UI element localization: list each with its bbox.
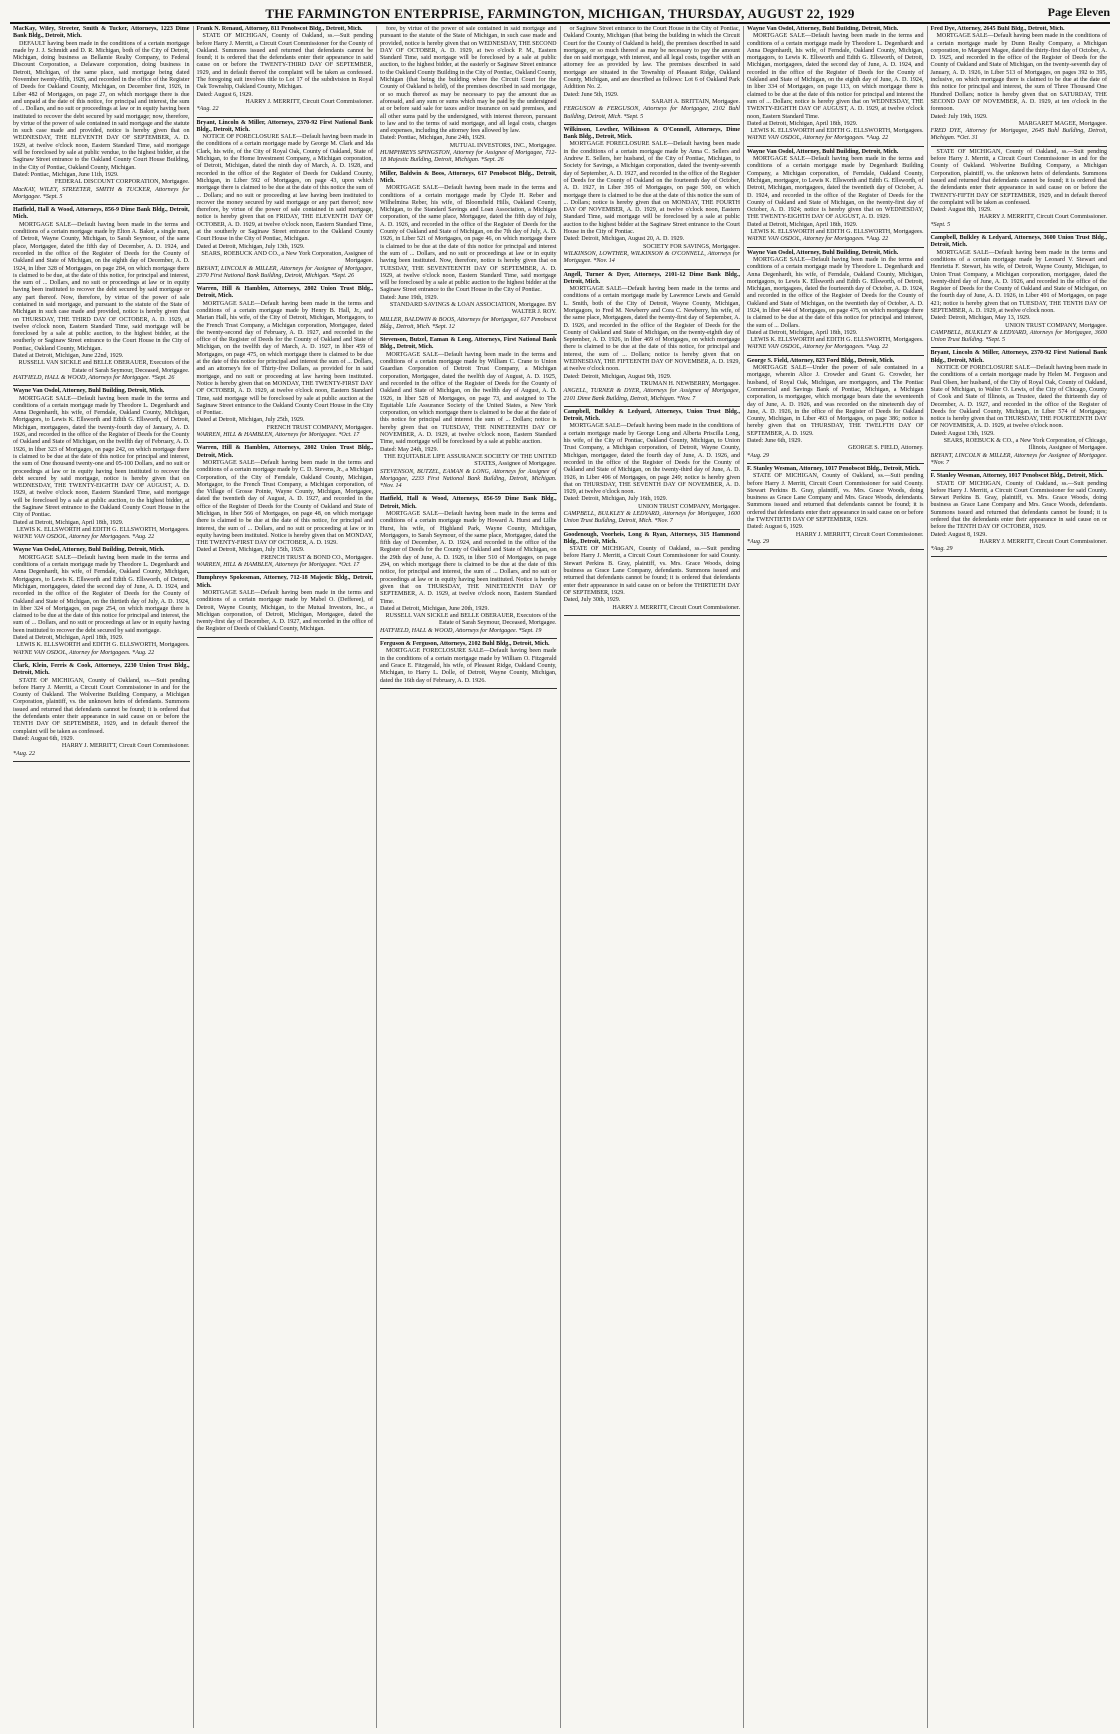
notice-header: Humphreys Spokesman, Attorney, 712-18 Majestic Bldg., Detroit, Mich.	[196, 575, 373, 589]
page-number: Page Eleven	[1047, 5, 1110, 19]
notice-date: Dated: June 19th, 1929.	[380, 294, 439, 301]
notice-header: Ferguson & Ferguson, Attorneys, 2102 Buhl Bldg., Detroit, Mich.	[380, 641, 550, 648]
legal-notice	[197, 286, 374, 439]
notice-header: George S. Field, Attorney, 823 Ford Bldg., Detroit, Mich.	[747, 357, 895, 364]
legal-notice	[931, 350, 1108, 467]
notice-divider	[564, 406, 741, 407]
notice-attorney-tag: WARREN, HILL & HAMBLEN, Attorneys for Mortgagee. *Oct. 17	[196, 432, 360, 439]
notice-divider	[747, 247, 924, 248]
legal-notice	[380, 26, 557, 165]
notice-attorney-tag: BRYANT, LINCOLN & MILLER, Attorneys for Assignee of Mortgagee. *Nov. 7	[930, 452, 1107, 466]
notice-date: Dated: Pontiac, Michigan, June 11th, 1929.	[13, 171, 119, 178]
legal-notice	[13, 26, 190, 201]
legal-notice	[197, 445, 374, 569]
notice-date: Dated at Detroit, Michigan, July 15th, 1929.	[196, 547, 305, 554]
legal-notice	[197, 26, 374, 114]
legal-notice	[747, 250, 924, 352]
notice-date: Dated at Detroit, Michigan, April 18th, 1929.	[747, 329, 858, 336]
notice-header: Wilkinson, Lowther, Wilkinson & O'Connell, Attorneys, Dime Bank Bldg., Detroit, Mich.	[563, 126, 740, 141]
notice-attorney-tag: HATFIELD, HALL & WOOD, Attorneys for Mortgagee. *Sept. 19	[380, 627, 542, 634]
notice-header: F. Stanley Wesman, Attorney, 1017 Penobscot Bldg., Detroit, Mich.	[930, 473, 1104, 480]
column-4	[561, 26, 745, 1728]
notice-header: Warren, Hill & Hamblen, Attorneys, 2802 Union Trust Bldg., Detroit, Mich.	[196, 445, 373, 459]
legal-notice	[931, 473, 1108, 553]
notice-divider	[564, 269, 741, 270]
notice-date: Dated: May 24th, 1929.	[380, 446, 439, 453]
notice-header: Bryant, Lincoln & Miller, Attorneys, 2370-92 First National Bank Bldg., Detroit, Mich.	[196, 119, 373, 133]
notice-signature: LEWIS K. ELLSWORTH and EDITH G. ELLSWORTH, Mortgagees.	[16, 526, 190, 533]
column-1	[10, 26, 194, 1728]
legal-notice	[380, 496, 557, 635]
notice-body: MORTGAGE SALE—Default having been made in the terms and conditions of a certain mortgage made by Theodore L. Degenhardt and Anna Degenhardt, his wife, of Ferndale, Oakland County, Michigan, Mortgagors, to Lewis K. Ellsworth and Edith G. Ellsworth, of Detroit, Michigan, mortgagees, dated the twenty-fourth day of January, A. D. 1926, and recorded in the office of the Register of Deeds for the County of Oakland and State of Michigan, on the twelfth day of February, A. D. 1926, in liber 323 of Mortgages, on page 242, on which mortgage there is claimed to be due at the date of this notice for principal and interest, the sum of One thousand twenty-one and 05-100 Dollars, and no suit or proceedings at law or in equity having been instituted to recover the debt secured by said mortgage, notice is hereby given that on WEDNESDAY, THE TWENTY-EIGHTH DAY OF AUGUST, A. D. 1929, at twelve o'clock noon, Eastern Standard Time, said mortgage will be foreclosed by a sale at public auction, to the highest bidder, at the Saginaw Street entrance to the Oakland County Court House in the City of Pontiac.	[13, 395, 190, 519]
notice-attorney-tag: WAYNE VAN OSDOL, Attorney for Mortgagees. *Aug. 22	[13, 649, 155, 656]
notice-body: MORTGAGE SALE—Default having been made in the terms and conditions of a certain mortgage made by Degenhardt Building Company, a Michigan corporation, of Ferndale, Oakland County, Michigan, mortgagor, to Lewis K. Ellsworth and Edith G. Ellsworth, of Detroit, Michigan, mortgagees, dated the twentieth day of October, A. D. 1924, and recorded in the office of the Register of Deeds for the County of Oakland and State of Michigan, on the twenty-first day of October, A. D. 1924; notice is hereby given that on WEDNESDAY, THE TWENTY-EIGHTH DAY OF AUGUST, A. D. 1929.	[747, 156, 924, 221]
notice-signature: HARRY J. MERRITT, Circuit Court Commissioner.	[795, 531, 924, 538]
notice-signature: SARAH A. BRITTAIN, Mortgagee.	[651, 98, 740, 105]
legal-notice	[931, 149, 1108, 229]
notice-divider	[931, 146, 1108, 147]
notice-header: F. Stanley Wesman, Attorney, 1017 Penobscot Bldg., Detroit, Mich.	[747, 465, 921, 472]
notice-header: Wayne Van Osdol, Attorney, Buhl Building, Detroit, Mich.	[747, 148, 899, 155]
notice-divider	[747, 355, 924, 356]
notice-divider	[197, 572, 374, 573]
notice-signature: SOCIETY FOR SAVINGS, Mortgagee.	[643, 243, 740, 250]
notice-header: Wayne Van Osdol, Attorney, Buhl Building, Detroit, Mich.	[13, 547, 165, 554]
notice-attorney-tag: WAYNE VAN OSDOL, Attorney for Mortgagees. *Aug. 22	[13, 534, 155, 541]
notice-body: MORTGAGE SALE—Default having been made in the terms and conditions of a certain mortgage made by Clyde H. Reber and Wilhelmina Reber, his wife, of Bloomfield Hills, Oakland County, Michigan, to the Standard Savings and Loan Association, a Michigan corporation, of the same place, Mortgagee, dated the fifth day of July, A. D. 1926, and recorded in the office of the Register of Deeds for the County of Oakland and State of Michigan, on the 7th day of July, A. D. 1926, in Liber 521 of Mortgages, on page 46, on which mortgage there is claimed to be due at the date of this notice for principal and interest the sum of ... Dollars, and no suit or proceedings at law or in equity having been instituted. Now, therefore, notice is hereby given that on TUESDAY, THE SEVENTEENTH DAY OF SEPTEMBER, A. D. 1929, at twelve o'clock noon, Eastern Standard Time, said mortgage will be foreclosed by a sale at public auction to the highest bidder at the Saginaw Street entrance to the Court House in the City of Pontiac.	[380, 185, 557, 294]
notice-divider	[931, 470, 1108, 471]
notice-date: Dated: Detroit, Michigan, August 9th, 1929.	[563, 373, 672, 380]
notice-divider	[13, 385, 190, 386]
notice-signature: HARRY J. MERRITT, Circuit Court Commissioner.	[979, 538, 1107, 545]
legal-notice	[747, 358, 924, 460]
notice-signature: MARGARET MAGEE, Mortgagee.	[1018, 120, 1107, 127]
notice-signature: SEARS, ROEBUCK & CO., a New York Corporation, of Chicago, Illinois, Assignee of Mortgagee.	[943, 438, 1107, 452]
notice-date: Dated at Detroit, Michigan, July 13th, 1929.	[196, 243, 305, 250]
notice-header: Wayne Van Osdol, Attorney, Buhl Building, Detroit, Mich.	[13, 388, 165, 395]
column-5	[744, 26, 928, 1728]
legal-notice	[197, 120, 374, 281]
notice-date: Dated: August 6, 1929.	[196, 91, 253, 98]
notice-date: Dated: Pontiac, Michigan, June 24th, 1929.	[380, 135, 486, 142]
notice-attorney-tag: *Sept. 5	[930, 221, 951, 228]
notice-attorney-tag: ANGELL, TURNER & DYER, Attorneys for Assignee of Mortgagee, 2101 Dime Bank Building, Detroit, Michigan. *Nov. 7	[563, 388, 740, 402]
notice-attorney-tag: WAYNE VAN OSDOL, Attorney for Mortgagees. *Aug. 22	[747, 236, 889, 243]
notice-header: Goodenough, Voorheis, Long & Ryan, Attorneys, 315 Hammond Bldg., Detroit, Mich.	[563, 531, 740, 545]
notice-header: Hatfield, Hall & Wood, Attorneys, 856-59 Dime Bank Bldg., Detroit, Mich.	[380, 496, 557, 510]
notice-divider	[13, 544, 190, 545]
notice-attorney-tag: BRYANT, LINCOLN & MILLER, Attorneys for Assignee of Mortgagee, 2370 First National Bank Building, Detroit, Michigan. *Sept. 26	[196, 265, 373, 279]
notice-body: fore, by virtue of the power of sale contained in said mortgage and pursuant to the statute of the State of Michigan, in such case made and provided, notice is hereby given that on WEDNESDAY, THE SECOND DAY OF OCTOBER, A. D. 1929, at two o'clock P. M., Eastern Standard Time, said mortgage will be foreclosed by a sale at public auction, to the highest bidder, at the easterly or Saginaw Street entrance to the Oakland County Building in the City of Pontiac, Oakland County, Michigan (that being the building where the Circuit Court for the County of Oakland is held), of the premises described in said mortgage, or so much thereof as may be necessary to pay the amount due as aforesaid, and any sum or sums which may be paid by the undersigned at or before said sale for taxes and/or insurance on said premises, and all other sums paid by the undersigned, with interest thereon, pursuant to law and to the terms of said mortgage, and all legal costs, charges and expenses, including the attorney fees allowed by law.	[380, 26, 557, 135]
notice-divider	[747, 146, 924, 147]
legal-notice	[13, 388, 190, 541]
notice-body: MORTGAGE FORECLOSURE SALE—Default having been made in the conditions of a certain mortgage made by Anna C. Sellers and Andrew E. Sellers, her husband, of the City of Pontiac, Michigan, to Society for Savings, a Michigan corporation, dated the twenty-seventh day of September, A. D. 1927, and recorded in the office of the Register of Deeds for the County of Oakland on the fourteenth day of October, A. D. 1927, in Liber 395 of Mortgages, on page 500, on which mortgage there is claimed to be due at the date of this notice the sum of ... Dollars; notice is hereby given that on MONDAY, THE FOURTH DAY OF NOVEMBER, A. D. 1929, at twelve o'clock noon, Eastern Standard Time, said mortgage will be foreclosed by a sale at public auction to the highest bidder at the Saginaw Street entrance to the Court House in the City of Pontiac.	[563, 141, 740, 236]
notice-header: Angell, Turner & Dyer, Attorneys, 2101-12 Dime Bank Bldg., Detroit, Mich.	[563, 271, 740, 285]
notice-attorney-tag: STEVENSON, BUTZEL, EAMAN & LONG, Attorneys for Assignee of Mortgagee, 2233 First National Bank Building, Detroit, Michigan. *Nov. 14	[380, 468, 557, 490]
notice-attorney-tag: CAMPBELL, BULKLEY & LEDYARD, Attorneys for Mortgagee, 1600 Union Trust Building, Detroit, Mich. *Nov. 7	[563, 511, 740, 525]
notice-body: MORTGAGE SALE—Default having been made in the terms and conditions of a certain mortgage made by Lawrence Lewis and Gerald L. Smith, both of the City of Detroit, Wayne County, Michigan, Mortgagors, to Fred M. Newberry and Cora C. Newberry, his wife, of the same place, Mortgagees, dated the twenty-first day of September, A. D. 1926, and recorded in the office of the Register of Deeds for the County of Oakland and State of Michigan, on the twenty-eighth day of September, A. D. 1926, in liber 469 of Mortgages, on which mortgage there is claimed to be due at the date of this notice, for principal and interest, the sum of ... Dollars; notice is hereby given that on WEDNESDAY, THE FIFTEENTH DAY OF NOVEMBER, A. D. 1929, at twelve o'clock noon.	[563, 286, 740, 373]
notice-date: Dated: Detroit, Michigan, May 13, 1929.	[930, 315, 1031, 322]
legal-notice	[380, 171, 557, 332]
legal-notice	[747, 149, 924, 244]
notice-attorney-tag: FRED DYE, Attorney for Mortgagee, 2645 Buhl Building, Detroit, Michigan. *Oct. 31	[930, 128, 1107, 142]
notice-attorney-tag: WILKINSON, LOWTHER, WILKINSON & O'CONNELL, Attorneys for Mortgagee. *Nov. 14	[563, 250, 740, 265]
masthead-title: THE FARMINGTON ENTERPRISE, FARMINGTON, MICHIGAN, THURSDAY, AUGUST 22, 1929	[265, 6, 855, 21]
notice-header: Clark, Klein, Ferris & Cook, Attorneys, 2230 Union Trust Bldg., Detroit, Mich.	[13, 662, 190, 677]
notice-date: Dated at Detroit, Michigan, June 20th, 1929.	[380, 605, 489, 612]
notice-attorney-tag: *Aug. 29	[747, 538, 770, 545]
notice-header: Miller, Baldwin & Boos, Attorneys, 617 Penobscot Bldg., Detroit, Mich.	[380, 170, 557, 184]
legal-notice	[197, 575, 374, 633]
notice-signature: LEWIS K. ELLSWORTH and EDITH G. ELLSWORTH, Mortgagees.	[750, 128, 924, 135]
notice-divider	[380, 168, 557, 169]
notice-attorney-tag: *Aug. 29	[747, 452, 770, 459]
legal-notice	[564, 272, 741, 403]
notice-date: Dated at Detroit, Michigan, July 25th, 1929.	[196, 417, 305, 424]
column-3	[377, 26, 561, 1728]
notice-body: MORTGAGE SALE—Default having been made in the terms and conditions of a certain mortgage made by Theodore L. Degenhardt and Anna Degenhardt, his wife, of Ferndale, Oakland County, Michigan, mortgagors, to Lewis K. Ellsworth and Edith G. Ellsworth, of Detroit, Michigan, mortgagees, dated the second day of June, A. D. 1924, and recorded in the office of the Register of Deeds for the County of Oakland and State of Michigan, on the eighth day of June, A. D. 1924, in liber 334 of Mortgages, on page 113, on which mortgage there is claimed to be due at the date of this notice for principal and interest the sum of ... Dollars; notice is hereby given that on WEDNESDAY, THE TWENTY-EIGHTH DAY OF AUGUST, A. D. 1929, at twelve o'clock noon, Eastern Standard Time.	[747, 33, 924, 120]
notice-body: MORTGAGE SALE—Default having been made in the terms and conditions of a certain mortgage made by C. D. Stevens, Jr., a Michigan Corporation, of the City of Ferndale, Oakland County, Michigan, Mortgagor, to the French Trust Company, a Michigan corporation, of the Village of Grosse Pointe, Wayne County, Michigan, Mortgagee, dated the twentieth day of August, A. D. 1927, and recorded in the office of the Register of Deeds for the County of Oakland and State of Michigan, in liber 566 of Mortgages, on page 48, on which mortgage there is claimed to be due at the date of this notice, for principal and interest, the sum of ... Dollars, and no suit or proceeding at law or in equity having been instituted. Notice is hereby given that on MONDAY, THE TWENTY-FIRST DAY OF OCTOBER, A. D. 1929.	[196, 459, 373, 547]
notice-signature: THE EQUITABLE LIFE ASSURANCE SOCIETY OF THE UNITED STATES, Assignee of Mortgagee.	[383, 453, 557, 468]
notice-date: Dated at Detroit, Michigan, April 18th, 1929.	[13, 519, 124, 526]
notice-body: STATE OF MICHIGAN, County of Oakland, ss.—Suit pending before Harry J. Merritt, a Circuit Court Commissioner in and for the County of Oakland. Wolverine Building Company, a Michigan Corporation, plaintiff, vs. the unknown heirs of defendants. Summons issued and returned that defendants cannot be found; it is ordered that the defendants enter their appearance in said cause on or before the TWENTY-FIFTH DAY OF SEPTEMBER, 1929, and in default thereof the complaint will be taken as confessed.	[930, 148, 1107, 206]
legal-notice	[380, 641, 557, 685]
notice-divider	[197, 637, 374, 638]
notice-body: MORTGAGE SALE—Default having been made in the terms and conditions of a certain mortgage made by Theodore L. Degenhardt and Anna Degenhardt, his wife, of Ferndale, Oakland County, Michigan, Mortgagors, to Lewis K. Ellsworth and Edith G. Ellsworth, of Detroit, Michigan, mortgagees, dated the second day of June, A. D. 1924, and recorded in the office of the Register of Deeds for the County of Oakland and State of Michigan, on the thirtieth day of July, A. D. 1924, in liber 324 of Mortgages, on page 254, on which mortgage there is claimed to be due at the date of this notice for principal and interest, the sum of ... Dollars, and no suit or proceedings at law or in equity having been instituted to recover the debt secured by said mortgage.	[13, 554, 190, 634]
notice-header: Warren, Hill & Hamblen, Attorneys, 2802 Union Trust Bldg., Detroit, Mich.	[196, 286, 373, 300]
notice-signature: FRENCH TRUST & BOND CO., Mortgagee.	[260, 554, 373, 561]
notice-signature: LEWIS K. ELLSWORTH and EDITH G. ELLSWORTH, Mortgagees.	[750, 229, 924, 236]
notice-body: or Saginaw Street entrance to the Court House in the City of Pontiac, Oakland County, Michigan (that being the building in which the Circuit Court for the County of Oakland is held), the premises described in said mortgage, or so much thereof as may be necessary to pay the amount due on said mortgage, with interest, and all legal costs, together with an attorney fee as provided by law. The premises described in said mortgage are situated in the Township of Pleasant Ridge, Oakland County, Michigan, and are described as follows: Lot 6 of Oakland Park Addition No. 2.	[563, 26, 740, 91]
legal-notice	[564, 26, 741, 121]
notice-signature: HARRY J. MERRITT, Circuit Court Commissioner.	[61, 743, 190, 750]
legal-notice	[564, 532, 741, 612]
notice-header: Stevenson, Butzel, Eaman & Long, Attorneys, First National Bank Bldg., Detroit, Mich.	[380, 337, 557, 351]
notice-date: Dated: August 8th, 1929.	[930, 207, 992, 214]
notice-date: Dated: June 6th, 1929.	[747, 438, 803, 445]
column-6	[928, 26, 1111, 1728]
notice-header: Campbell, Bulkley & Ledyard, Attorneys, Union Trust Bldg., Detroit, Mich.	[563, 408, 740, 423]
notice-body: MORTGAGE SALE—Default having been made in the conditions of a certain mortgage made by George Long and Alberta Priscilla Long, his wife, of the City of Pontiac, Oakland County, Michigan, to Union Trust Company, a Michigan corporation, of Detroit, Wayne County, Michigan, mortgagee, dated the fourth day of June, A. D. 1926, and recorded in the office of the Register of Deeds for the County of Oakland and State of Michigan, on the twenty-third day of June, A. D. 1926, in Liber 496 of Mortgages, on page 249; notice is hereby given that on THURSDAY, THE SEVENTH DAY OF NOVEMBER, A. D. 1929, at twelve o'clock noon.	[563, 423, 740, 496]
column-2	[194, 26, 378, 1728]
notice-signature: FRENCH TRUST COMPANY, Mortgagee.	[266, 424, 373, 431]
notice-signature: LEWIS K. ELLSWORTH and EDITH G. ELLSWORTH, Mortgagees.	[750, 337, 924, 344]
notice-body: STATE OF MICHIGAN, County of Oakland, ss.—Suit pending before Harry J. Merritt, a Circuit Court Commissioner in and for the County of Oakland. The Wolverine Building Company, a Michigan Corporation, plaintiff, vs. the unknown heirs of defendants. Summons issued and returned that defendants cannot be found; it is ordered that the defendants enter their appearance in said cause on or before the TENTH DAY OF SEPTEMBER, 1929, and in default thereof the complaint will be taken as confessed.	[13, 677, 190, 735]
legal-notice	[931, 26, 1108, 143]
notice-header: Hatfield, Hall & Wood, Attorneys, 856-9 Dime Bank Bldg., Detroit, Mich.	[13, 207, 190, 221]
notice-attorney-tag: CAMPBELL, BULKLEY & LEDYARD, Attorneys for Mortgagee, 3600 Union Trust Building. *Sept. 5	[930, 329, 1107, 344]
notice-date: Dated: July 19th, 1929.	[930, 113, 988, 120]
notice-body: MORTGAGE SALE—Default having been made in the terms and conditions of a certain mortgage made by Elton A. Baker, a single man, of Detroit, Wayne County, Michigan, to Sarah Seymour, of the same place, Mortgagee, dated the fifth day of December, A. D. 1924, and recorded in the office of the Register of Deeds for the County of Oakland and State of Michigan, on the eighth day of December, A. D. 1924, in liber 328 of Mortgages, on page 284, on which mortgage there is claimed to be due, at the date of this notice, for principal and interest, the sum of ... Dollars, and no suit or proceedings at law or in equity having been instituted to recover the debt secured by said mortgage or any part thereof. Now, therefore, by virtue of the power of sale contained in said mortgage, and pursuant to the statute of the State of Michigan in such case made and provided, notice is hereby given that on THURSDAY, THE THIRD DAY OF OCTOBER, A. D. 1929, at twelve o'clock noon, Eastern Standard Time, said mortgage will be foreclosed by a sale at public auction, to the highest bidder, at the southerly or Saginaw Street entrance to the Court House in the City of Pontiac, Oakland County, Michigan.	[13, 221, 190, 352]
notice-header: MacKay, Wiley, Streeter, Smith & Tucker, Attorneys, 1223 Dime Bank Bldg., Detroit, Mich.	[13, 26, 190, 40]
notice-signature: TRUMAN H. NEWBERRY, Mortgagee.	[640, 380, 740, 387]
notice-signature: HARRY J. MERRITT, Circuit Court Commissioner.	[245, 98, 373, 105]
notice-attorney-tag: *Aug. 22	[196, 106, 219, 113]
notice-divider	[564, 124, 741, 125]
notice-body: NOTICE OF FORECLOSURE SALE—Default having been made in the conditions of a certain mortgage made by George M. Clark and Ida Clark, his wife, of the City of Royal Oak, County of Oakland, State of Michigan, to the Home Investment Company, a Michigan corporation, of Detroit, Michigan, dated the ninth day of March, A. D. 1928, and recorded in the office of the Register of Deeds for Oakland County, Michigan, in Liber 592 of Mortgages, on page 43, upon which mortgage there is claimed to be due at the date of this notice the sum of ... Dollars; and no suit or proceeding at law having been instituted to recover the money secured by said mortgage or any part thereof; now therefore, by virtue of the power of sale contained in said mortgage, notice is hereby given that on FRIDAY, THE ELEVENTH DAY OF OCTOBER, A. D. 1929, at twelve o'clock noon, Eastern Standard Time, at the southerly or Saginaw Street entrance to the Oakland County Court House in the City of Pontiac, Michigan.	[196, 134, 373, 243]
legal-notice-columns	[10, 26, 1110, 1728]
notice-signature: LEWIS K. ELLSWORTH and EDITH G. ELLSWORTH, Mortgagees.	[16, 642, 190, 649]
notice-divider	[747, 463, 924, 464]
notice-date: Dated at Detroit, Michigan, April 18th, 1929.	[13, 635, 124, 642]
notice-signature: HARRY J. MERRITT, Circuit Court Commissioner.	[979, 214, 1107, 221]
notice-divider	[13, 204, 190, 205]
legal-notice	[13, 547, 190, 656]
notice-body: MORTGAGE SALE—Under the power of sale contained in a mortgage, wherein Alice J. Crowder and Grant G. Crowder, her husband, of Royal Oak, Michigan, are mortgagors, and The Pontiac Commercial and Savings Bank of Pontiac, Michigan, a Michigan corporation, is mortgagee, which mortgage bears date the seventeenth day of June, A. D. 1926, and was recorded on the nineteenth day of June, A. D. 1926, in the office of the Register of Deeds for Oakland County, Michigan, in Liber 493 of Mortgages, on page 386; notice is hereby given that on THURSDAY, THE TWELFTH DAY OF SEPTEMBER, A. D. 1929.	[747, 365, 924, 437]
notice-body: MORTGAGE SALE—Default having been made in the conditions of a certain mortgage made by Dunn Realty Company, a Michigan corporation, to Margaret Magee, dated the thirty-first day of October, A. D. 1925, and recorded in the office of the Register of Deeds for the County of Oakland and State of Michigan, on the twenty-seventh day of January, A. D. 1926, in Liber 513 of Mortgages, on pages 392 to 395, inclusive, on which mortgage there is claimed to be due at the date of this notice for principal and interest, the sum of Three Thousand One Hundred Dollars; notice is hereby given that on SATURDAY, THE SECOND DAY OF NOVEMBER, A. D. 1929, at ten o'clock in the forenoon.	[930, 33, 1107, 113]
notice-header: Bryant, Lincoln & Miller, Attorneys, 2370-92 First National Bank Bldg., Detroit, Mich.	[930, 350, 1107, 364]
notice-signature: SEARS, ROEBUCK AND CO., a New York Corporation, Assignee of Mortgagee.	[201, 250, 373, 265]
notice-body: MORTGAGE SALE—Default having been made in the terms and conditions of a certain mortgage made by Howard A. Hurst and Lillie Hurst, his wife, of Highland Park, Wayne County, Michigan, Mortgagors, to Sarah Seymour, of the same place, Mortgagee, dated the fifth day of December, A. D. 1924, and recorded in the office of the Register of Deeds for the County of Oakland and State of Michigan, on the 29th day of June, A. D. 1926, in liber 510 of Mortgages, on page 294, on which mortgage there is claimed to be due at the date of this notice, for principal and interest, the sum of ... Dollars, and no suit or proceedings at law or in equity having been instituted. Notice is hereby given that on THURSDAY, THE NINETEENTH DAY OF SEPTEMBER, A. D. 1929, at twelve o'clock noon, Eastern Standard Time.	[380, 511, 557, 605]
notice-signature: UNION TRUST COMPANY, Mortgagee.	[1005, 322, 1107, 329]
notice-signature: STANDARD SAVINGS & LOAN ASSOCIATION, Mortgagee. BY WALTER J. ROY.	[389, 301, 557, 316]
notice-divider	[380, 638, 557, 639]
notice-date: Dated: Detroit, Michigan, August 20, A. D. 1929.	[563, 236, 685, 243]
notice-divider	[931, 556, 1108, 557]
notice-header: Fred Dye, Attorney, 2645 Buhl Bldg., Detroit, Mich.	[930, 26, 1065, 32]
notice-attorney-tag: HATFIELD, HALL & WOOD, Attorneys for Mortgagee. *Sept. 26	[13, 374, 175, 381]
notice-divider	[197, 117, 374, 118]
notice-body: MORTGAGE SALE—Default having been made in the terms and conditions of a certain mortgage made by Henry B. Hall, Jr., and Marian Hall, his wife, of the City of Detroit, Michigan, Mortgagors, to the French Trust Company, a Michigan corporation, Mortgagee, dated the twenty-second day of February, A. D. 1927, and recorded in the office of the Register of Deeds for the County of Oakland and State of Michigan, on the twelfth day of March, A. D. 1927, in liber 459 of Mortgages, on page 475, on which mortgage there is claimed to be due at the date of this notice for principal and interest the sum of ... Dollars, and an attorney's fee of Thirty-five Dollars, as provided for in said mortgage, and no suit or proceeding at law having been instituted. Notice is hereby given that on MONDAY, THE TWENTY-FIRST DAY OF OCTOBER, A. D. 1929, at twelve o'clock noon, Eastern Standard Time, said mortgage will be foreclosed by sale at public auction at the Saginaw Street entrance to the Oakland County Court House in the City of Pontiac.	[196, 300, 373, 417]
notice-body: STATE OF MICHIGAN, County of Oakland, ss.—Suit pending before Harry J. Merritt, Circuit Court Commissioner for said County. Stewart Perkins B. Gray, plaintiff, vs. Mrs. Grace Woods, doing business as Grace Lane Company and Mrs. Grace Woods, defendants. Summons issued and returned that defendants cannot be found; it is ordered that defendants enter their appearance in said cause on or before the TWENTIETH DAY OF SEPTEMBER, 1929.	[747, 473, 924, 523]
notice-attorney-tag: HUMPHREYS SPINGSTON, Attorney for Assignee of Mortgagee, 712-18 Majestic Building, Detroit, Michigan. *Sept. 26	[380, 150, 557, 164]
notice-divider	[564, 615, 741, 616]
notice-attorney-tag: MILLER, BALDWIN & BOOS, Attorneys for Mortgagee, 617 Penobscot Bldg., Detroit, Mich. *Sept. 12	[380, 316, 557, 330]
notice-divider	[931, 347, 1108, 348]
notice-attorney-tag: WAYNE VAN OSDOL, Attorney for Mortgagees. *Aug. 22	[747, 344, 889, 351]
masthead	[10, 2, 1110, 24]
notice-header: Wayne Van Osdol, Attorney, Buhl Building, Detroit, Mich.	[747, 26, 899, 32]
notice-signature: MUTUAL INVESTORS, INC., Mortgagee.	[449, 142, 557, 149]
notice-header: Frank N. Renaud, Attorney, 811 Penobscot Bldg., Detroit, Mich.	[196, 26, 363, 32]
legal-notice	[564, 409, 741, 526]
notice-header: Campbell, Bulkley & Ledyard, Attorneys, 3600 Union Trust Bldg., Detroit, Mich.	[930, 235, 1107, 249]
notice-body: MORTGAGE FORECLOSURE SALE—Default having been made in the conditions of a certain mortgage made by William O. Fitzgerald and Grace E. Fitzgerald, his wife, of Pleasant Ridge, Oakland County, Michigan, to Harry L. Dolle, of Detroit, Wayne County, Michigan, dated the 16th day of February, A. D. 1926.	[380, 648, 557, 684]
notice-divider	[380, 334, 557, 335]
notice-header: Wayne Van Osdol, Attorney, Buhl Building, Detroit, Mich.	[747, 249, 899, 256]
notice-attorney-tag: FERGUSON & FERGUSON, Attorneys for Mortgagee, 2102 Buhl Building, Detroit, Mich. *Sept. 5	[563, 106, 740, 120]
notice-body: MORTGAGE SALE—Default having been made in the terms and conditions of a certain mortgage made by Theodore L. Degenhardt and Anna Degenhardt, his wife, of Ferndale, Oakland County, Michigan, mortgagors, to Lewis K. Ellsworth and Edith G. Ellsworth, of Detroit, Michigan, mortgagees, dated the fourteenth day of October, A. D. 1924, and recorded in the office of the Register of Deeds for the County of Oakland and State of Michigan, on the twentieth day of October, A. D. 1924, in liber 444 of Mortgages, on page 475, on which mortgage there is claimed to be due at the date of this notice for principal and interest, the sum of ... Dollars.	[747, 256, 924, 329]
notice-signature: RUSSELL VAN SICKLE and BELLE OBERAUER, Executors of the Estate of Sarah Seymour, Deceased, Mortgagee.	[18, 360, 190, 374]
notice-date: Dated: August 8, 1929.	[930, 531, 987, 538]
notice-body: STATE OF MICHIGAN, County of Oakland, ss.—Suit pending before Harry J. Merritt, a Circuit Court Commissioner for said County. Stewart Perkins B. Gray, plaintiff, vs. Mrs. Grace Woods, doing business as Grace Lane Company and Mrs. Grace Woods, defendants. Summons issued and returned that defendants cannot be found; it is ordered that the defendants enter their appearance in said cause on or before the TENTH DAY OF OCTOBER, 1929.	[930, 480, 1107, 531]
notice-date: Dated: Detroit, Michigan, July 16th, 1929.	[563, 496, 668, 503]
notice-date: Dated: August 13th, 1929.	[930, 430, 995, 437]
legal-notice	[564, 127, 741, 266]
notice-body: STATE OF MICHIGAN, County of Oakland, ss.—Suit pending before Harry J. Merritt, a Circuit Court Commissioner for the County of Oakland. Summons issued and returned that defendants cannot be found; it is ordered that the defendants enter their appearance in said cause on or before the TWENTY-THIRD DAY OF SEPTEMBER, 1929, and in default thereof the complaint will be taken as confessed. The foregoing suit involves title to Lot 17 of the subdivision in Royal Oak Township, Oakland County, Michigan.	[196, 33, 373, 91]
notice-date: Dated: August 6, 1929.	[747, 524, 804, 531]
notice-attorney-tag: *Aug. 22	[13, 750, 36, 757]
notice-signature: UNION TRUST COMPANY, Mortgagee.	[638, 503, 740, 510]
notice-attorney-tag: MacKAY, WILEY, STREETER, SMITH & TUCKER, Attorneys for Mortgagee. *Sept. 5	[13, 186, 190, 200]
notice-attorney-tag: WAYNE VAN OSDOL, Attorney for Mortgagees. *Aug. 22	[747, 135, 889, 142]
legal-notice	[747, 26, 924, 143]
notice-divider	[380, 493, 557, 494]
notice-date: Dated: August 6th, 1929.	[13, 735, 75, 742]
legal-notice	[931, 235, 1108, 344]
notice-body: MORTGAGE SALE—Default having been made in the terms and conditions of a certain mortgage made by Mabel O. (Defferee), of Detroit, Wayne County, Michigan, to the Mutual Investors, Inc., a Michigan corporation, of Detroit, Michigan, Mortgagee, dated the twenty-first day of December, A. D. 1927, and recorded in the office of the Register of Deeds of Oakland County, Michigan.	[196, 589, 373, 633]
notice-divider	[380, 688, 557, 689]
notice-date: Dated at Detroit, Michigan, April 18th, 1929.	[747, 221, 858, 228]
notice-date: Dated: June 5th, 1929.	[563, 91, 619, 98]
notice-divider	[13, 660, 190, 661]
notice-attorney-tag: *Aug. 29	[930, 546, 953, 553]
notice-attorney-tag: WARREN, HILL & HAMBLEN, Attorneys for Mortgagee. *Oct. 17	[196, 562, 360, 569]
notice-signature: FEDERAL DISCOUNT CORPORATION, Mortgagee.	[54, 179, 190, 186]
notice-date: Dated at Detroit, Michigan, April 18th, 1929.	[747, 120, 858, 127]
notice-date: Dated at Detroit, Michigan, June 22nd, 1929.	[13, 353, 124, 360]
notice-body: MORTGAGE SALE—Default having been made in the terms and conditions of a certain mortgage made by William C. Crane to Union Guardian Corporation of Detroit Trust Company, a Michigan corporation, Mortgagee, dated the twelfth day of August, A. D. 1925, and recorded in the office of the Register of Deeds for the County of Oakland and State of Michigan, on the twelfth day of August, A. D. 1926, in liber 528 of Mortgages, on page 73, and assigned to The Equitable Life Assurance Society of the United States, a New York corporation, on which mortgage there is claimed to be due at the date of this notice for principal and interest the sum of ... Dollars; notice is hereby given that on TUESDAY, THE NINETEENTH DAY OF NOVEMBER, A. D. 1929, at twelve o'clock noon, Eastern Standard Time, said mortgage will be foreclosed by a sale at public auction.	[380, 351, 557, 446]
notice-divider	[564, 529, 741, 530]
notice-date: Dated, July 30th, 1929.	[563, 597, 621, 604]
legal-notice	[747, 466, 924, 546]
notice-divider	[931, 232, 1108, 233]
notice-body: NOTICE OF FORECLOSURE SALE—Default having been made in the conditions of a certain mortgage made by Helen M. Ferguson and Paul Olsen, her husband, of the City of Royal Oak, County of Oakland, State of Michigan, to Walter O. Lewis, of the City of Chicago, County of Cook and State of Illinois, as Trustee, dated the thirteenth day of December, A. D. 1927, and recorded in the office of the Register of Deeds for Oakland County, Michigan, in Liber 574 of Mortgages; notice is hereby given that on THURSDAY, THE FOURTEENTH DAY OF NOVEMBER, A. D. 1929, at twelve o'clock noon.	[930, 365, 1107, 430]
notice-divider	[197, 442, 374, 443]
notice-body: STATE OF MICHIGAN, County of Oakland, ss.—Suit pending before Harry J. Merritt, a Circuit Court Commissioner for said County. Stewart Perkins B. Gray, plaintiff, vs. Mrs. Grace Woods, doing business as Grace Lane Company, defendants. Summons issued and returned that defendants cannot be found; it is ordered that defendants enter their appearance in said cause on or before the THIRTIETH DAY OF SEPTEMBER, 1929.	[563, 546, 740, 596]
notice-body: DEFAULT having been made in the conditions of a certain mortgage made by J. J. Schmidt and D. R. Michigan, both of the City of Detroit, Michigan, doing business as Bellamie Realty Company, to Federal Discount Corporation, a Delaware corporation, doing business in Detroit, Michigan, of the same place, said mortgage being dated November twenty-fifth, 1926, and recorded in the office of the Register of Deeds for Oakland County, Michigan, on December first, 1926, in Liber 482 of Mortgages, on page 27, on which mortgage there is due and unpaid at the date of this notice, for principal and interest, the sum of ... Dollars, and no suit or proceedings at law or in equity having been instituted to recover the debt secured by said mortgage; now, therefore, by virtue of the power of sale contained in said mortgage and the statute in such case made and provided, notice is hereby given that on WEDNESDAY, THE ELEVENTH DAY OF SEPTEMBER, A. D. 1929, at twelve o'clock noon, Eastern Standard Time, said mortgage will be foreclosed by sale at public vendue, to the highest bidder, at the Saginaw Street entrance to the Oakland County Court House Building, in the City of Pontiac, Oakland County, Michigan.	[13, 40, 190, 171]
notice-signature: HARRY J. MERRITT, Circuit Court Commissioner.	[612, 604, 740, 611]
notice-signature: GEORGE S. FIELD, Attorney.	[848, 445, 924, 452]
notice-body: MORTGAGE SALE—Default having been made in the terms and conditions of a certain mortgage made by Leonard V. Stewart and Henrietta F. Stewart, his wife, of Detroit, Wayne County, Michigan, to Union Trust Company, a Michigan corporation, mortgagee, dated the twenty-third day of June, A. D. 1926, and recorded in the office of the Register of Deeds for the County of Oakland and State of Michigan, on the fourth day of June, A. D. 1926, in Liber 491 of Mortgages, on page 421; notice is hereby given that on TUESDAY, THE TENTH DAY OF SEPTEMBER, A. D. 1929, at twelve o'clock noon.	[930, 249, 1107, 314]
notice-divider	[197, 283, 374, 284]
legal-notice	[380, 337, 557, 490]
legal-notice	[13, 207, 190, 382]
notice-divider	[13, 761, 190, 762]
legal-notice	[13, 663, 190, 758]
notice-signature: RUSSELL VAN SICKLE and BELLE OBERAUER, Executors of the Estate of Sarah Seymour, Deceased, Mortgagee.	[385, 613, 557, 627]
notice-divider	[747, 549, 924, 550]
